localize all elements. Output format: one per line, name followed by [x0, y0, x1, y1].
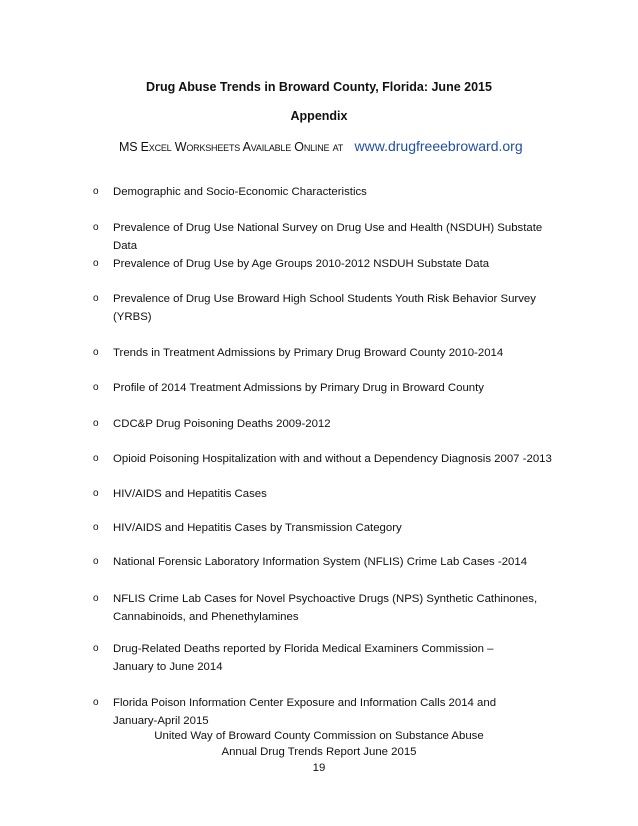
list-item-text: Drug-Related Deaths reported by Florida Medical Examiners Commission – January to June 2014	[113, 643, 494, 673]
list-item	[93, 590, 563, 626]
list-item	[93, 519, 563, 537]
list-item-text: Demographic and Socio-Economic Characteristics	[113, 186, 367, 198]
list-item-text: Prevalence of Drug Use by Age Groups 2010-2012 NSDUH Substate Data	[113, 258, 490, 270]
list-item	[93, 450, 563, 468]
list-item-text: National Forensic Laboratory Information System (NFLIS) Crime Lab Cases -2014	[113, 556, 528, 568]
list-item-text: NFLIS Crime Lab Cases for Novel Psychoactive Drugs (NPS) Synthetic Cathinones, Cannabinoids, and Phenethylamines	[113, 593, 538, 623]
list-item-text: Prevalence of Drug Use Broward High School Students Youth Risk Behavior Survey (YRBS)	[113, 293, 536, 323]
section-subtitle: Appendix	[290, 109, 348, 123]
bullet-icon: o	[93, 453, 99, 464]
list-item-text: Opioid Poisoning Hospitalization with and without a Dependency Diagnosis 2007 -2013	[113, 453, 552, 465]
list-item-text: CDC&P Drug Poisoning Deaths 2009-2012	[113, 418, 331, 430]
bullet-icon: o	[93, 418, 99, 429]
list-item-text: Florida Poison Information Center Exposure and Information Calls 2014 and January-April 2015	[113, 697, 497, 727]
list-item	[93, 379, 563, 397]
bullet-icon: o	[93, 556, 99, 567]
bullet-icon: o	[93, 488, 99, 499]
list-item	[93, 485, 563, 503]
bullet-icon: o	[93, 593, 99, 604]
list-item	[93, 344, 563, 362]
footer-organization: United Way of Broward County Commission on Substance Abuse	[154, 730, 484, 742]
bullet-icon: o	[93, 347, 99, 358]
bullet-icon: o	[93, 293, 99, 304]
bullet-icon: o	[93, 522, 99, 533]
bullet-icon: o	[93, 643, 99, 654]
list-item	[93, 255, 563, 273]
bullet-icon: o	[93, 382, 99, 393]
worksheets-availability-line	[119, 138, 523, 154]
list-item	[93, 290, 563, 326]
list-item	[93, 640, 563, 676]
list-item-text: Profile of 2014 Treatment Admissions by Primary Drug in Broward County	[113, 382, 484, 394]
list-item-text: HIV/AIDS and Hepatitis Cases by Transmission Category	[113, 522, 402, 534]
website-link[interactable]: www.drugfreeebroward.org	[354, 138, 523, 154]
list-item-text: Trends in Treatment Admissions by Primary Drug Broward County 2010-2014	[113, 347, 504, 359]
bullet-icon: o	[93, 222, 99, 233]
list-item-text: Prevalence of Drug Use National Survey on Drug Use and Health (NSDUH) Substate Data	[113, 222, 543, 252]
list-item-text: HIV/AIDS and Hepatitis Cases	[113, 488, 267, 500]
list-item	[93, 415, 563, 433]
bullet-icon: o	[93, 186, 99, 197]
list-item	[93, 183, 563, 201]
list-item	[93, 219, 563, 255]
list-item	[93, 694, 563, 730]
footer-report-title: Annual Drug Trends Report June 2015	[221, 746, 417, 758]
bullet-icon: o	[93, 258, 99, 269]
bullet-icon: o	[93, 697, 99, 708]
list-item	[93, 553, 563, 571]
page-number: 19	[312, 762, 326, 774]
page-title: Drug Abuse Trends in Broward County, Florida: June 2015	[146, 80, 492, 94]
availability-prefix: MS Excel Worksheets Available Online at	[119, 140, 344, 154]
